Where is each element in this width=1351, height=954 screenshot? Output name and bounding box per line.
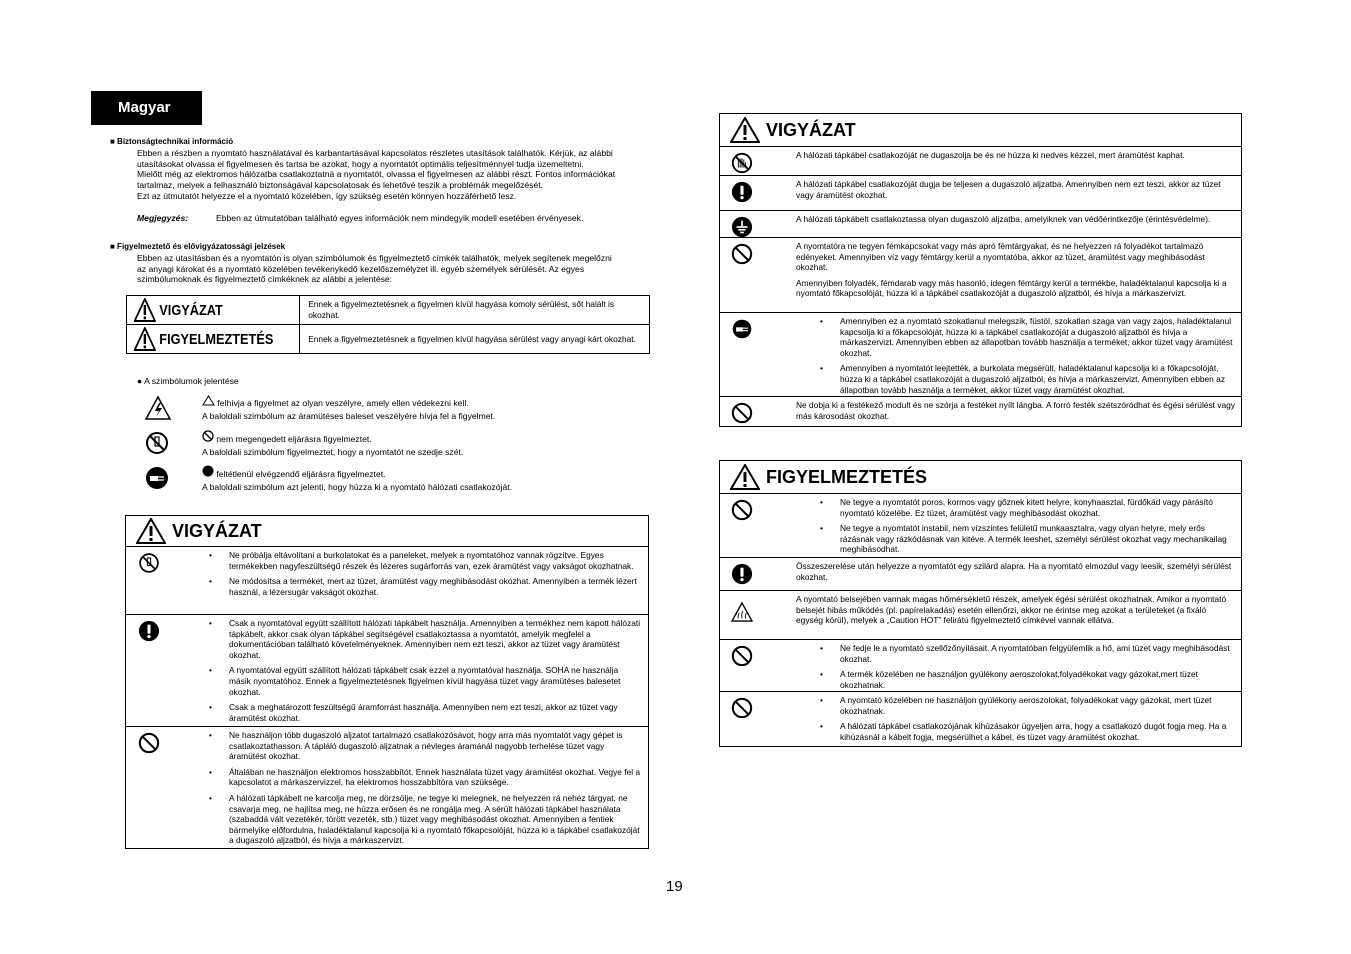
symbol-line: feltétlenül elvégzendő eljárásra figyelmeztet. <box>216 469 386 479</box>
symbol-row <box>144 430 463 461</box>
definitions-table <box>126 295 650 354</box>
symbol-row <box>144 465 512 496</box>
row-content <box>764 558 1241 590</box>
warning-triangle-icon <box>136 518 166 544</box>
row-content <box>764 238 1241 312</box>
caution-row <box>720 558 1241 591</box>
no-wet-hands-icon <box>720 147 764 175</box>
hot-surface-icon <box>720 591 764 639</box>
section-title: ■ Biztonságtechnikai információ <box>110 137 234 146</box>
text-line: Ezt az útmutatót helyezze el a nyomtató közelében, így szükség esetén könnyen hozzáférhető lesz. <box>137 190 517 201</box>
row-text: Összeszerelése után helyezze a nyomtatót egy szilárd alapra. Ha a nyomtató elmozdul vagy leesik, személyi sérülést okozhat. <box>796 561 1232 582</box>
prohibited-small-icon <box>202 430 214 442</box>
definition-text: Ennek a figyelmeztetésnek a figyelmen kívül hagyása komoly sérülést, sőt halált is okozhat. <box>300 296 650 325</box>
box-title: VIGYÁZAT <box>766 119 856 140</box>
bullet-item: • Általában ne használjon elektromos hosszabbítót. Ennek használata tüzet vagy áramütést okozhat. Vegye fel a kapcsolatot a márkaszervizzel, ha elektromos hosszabbítóra van szüksége. <box>229 767 642 788</box>
row-text: A hálózati tápkábel csatlakozóját dugja be teljesen a dugaszoló aljzatba. Amennyiben nem ezt teszi, akkor az tüzet vagy áramütést okozhat. <box>796 179 1221 200</box>
right-caution-box <box>719 460 1242 747</box>
prohibited-icon <box>720 640 764 691</box>
symbol-line: A baloldali szimbólum figyelmeztet, hogy a nyomtatót ne szedje szét. <box>202 446 464 457</box>
bullet-item: • Amennyiben a nyomtatót leejtették, a burkolata megsérült, haladéktalanul kapcsolja ki a főkapcsolóját, húzza ki a tápkábel csatlakozóját a dugaszoló aljzatból, és hívja a márkaszervizt. Amennyiben ebben az állapotban tovább használja a terméket, akkor tüzet vagy áramütést okozhat. <box>840 363 1235 395</box>
warning-row <box>720 238 1241 313</box>
warnings-info-body <box>137 253 680 285</box>
section-title: ■ Figyelmeztető és elővigyázatossági jelzések <box>110 242 286 251</box>
row-content <box>764 640 1241 691</box>
definition-label: VIGYÁZAT <box>159 301 223 319</box>
symbol-line: felhívja a figyelmet az olyan veszélyre, amely ellen védekezni kell. <box>217 398 469 408</box>
bullet-item: • Ne használjon több dugaszoló aljzatot tartalmazó csatlakozósávot, hogy arra más nyomtatót vagy gépet is csatlakoztathasson. A tápláló dugaszoló aljzatnak a névleges áramánál nagyobb terhelése tüzet vagy áramütést okozhat. <box>229 730 642 762</box>
box-header <box>720 461 1241 494</box>
row-text: A nyomtatóra ne tegyen fémkapcsokat vagy más apró fémtárgyakat, és ne helyezzen rá folyadékot tartalmazó edényeket. Amennyiben víz vagy fémtárgy kerül a nyomtatóba, akkor az tüzet, áramütést vagy meghibásodást okozhat. <box>796 241 1205 273</box>
note-text: Ebben az útmutatóban található egyes információk nem mindegyik modell esetében érvényesek. <box>216 212 584 223</box>
warning-triangle-icon <box>730 464 760 490</box>
caution-row <box>720 692 1241 745</box>
row-content <box>171 615 648 726</box>
warning-triangle-icon <box>134 327 156 351</box>
bullet-item: • Ne próbálja eltávolítani a burkolatokat és a paneleket, melyek a nyomtatóhoz vannak rögzítve. Egyes termékekben nagyfeszültségű részek és lézeres sugárforrás van, ezek áramütést vagy vakságot okozhatnak. <box>229 550 642 571</box>
row-content <box>764 176 1241 210</box>
row-content <box>764 494 1241 557</box>
text-line: az anyagi károkat és a nyomtató közelében tevékenykedő kezelőszemélyzet ill. egyéb személyek sérülését. Az egyes <box>137 263 585 274</box>
box-title: FIGYELMEZTETÉS <box>766 466 928 487</box>
prohibited-icon <box>720 494 764 557</box>
warning-row <box>720 147 1241 176</box>
note-label: Megjegyzés: <box>137 212 189 223</box>
bullet-item: • A hálózati tápkábel csatlakozójának kihúzásakor ügyeljen arra, hogy a csatlakozó dugót fogja meg. Ha a kihúzásnál a kábelt fogja, megsérülhet a kábel, és tüzet vagy áramütést okozhat. <box>840 721 1235 742</box>
electric-shock-icon <box>144 395 174 426</box>
prohibited-icon <box>126 727 171 849</box>
caution-row <box>720 494 1241 558</box>
definition-label: FIGYELMEZTETÉS <box>159 330 274 348</box>
bullet-item: • A hálózati tápkábelt ne karcolja meg, ne dörzsölje, ne tegye ki melegnek, ne helyezzen rá nehéz tárgyat, ne csavarja meg, ne hajlítsa meg, ne húzza erősen és ne rongálja meg. A sérült hálózati tápkábel használata (szabaddá vált vezetékér, törött vezeték, stb.) tüzet vagy meghibásodást okozhat. Amennyiben a fentiek bármelyike előfordulna, haladéktalanul kapcsolja ki a nyomtató főkapcsolóját, húzza ki a tápkábel csatlakozóját a dugaszoló aljzatból, és hívja a márkaszervizt. <box>229 793 642 846</box>
bullet-item: • Ne fedje le a nyomtató szellőzőnyílásait. A nyomtatóban felgyülemlik a hő, ami tüzet vagy meghibásodást okozhat. <box>840 643 1235 664</box>
bullet-item: • Csak a nyomtatóval együtt szállított hálózati tápkábelt használja. Amennyiben a termékhez nem kapott hálózati tápkábelt, akkor csak olyan tápkábel segítségével csatlakoztassa a nyomtatót, amelyik megfelel a dokumentációban található követelményeknek. Amennyiben nem ezt teszi, akkor az tüzet vagy áramütést okozhat. <box>229 618 642 660</box>
symbol-line: A baloldali szimbólum az áramütéses baleset veszélyére hívja fel a figyelmet. <box>202 410 496 421</box>
warning-row <box>720 176 1241 211</box>
row-text: Amennyiben folyadék, fémdarab vagy más hasonló, idegen fémtárgy kerül a termékbe, haladéktalanul kapcsolja ki a nyomtató főkapcsolóját, húzza ki a tápkábel csatlakozóját a dugaszoló aljzatból, és hívja a márkaszervizt. <box>796 277 1227 299</box>
mandatory-icon <box>126 615 171 726</box>
box-title: VIGYÁZAT <box>172 520 262 541</box>
no-disassemble-icon <box>144 430 174 461</box>
language-tab: Magyar <box>91 91 202 125</box>
bullet-item: • Ne módosítsa a terméket, mert az tüzet, áramütést vagy meghibásodást okozhat. Amennyiben a termék lézert használ, a lézersugár vakságot okozhat. <box>229 576 642 597</box>
text-line: tartalmaz, melyek a felhasználó biztonságával kapcsolatosak és lehetővé teszik a problémák megelőzését. <box>137 180 544 191</box>
text-line: utasításokat olvassa el figyelmesen és tartsa be azokat, hogy a nyomtatót optimális teljesítménnyel tudja üzemeltetni. <box>137 158 584 169</box>
symbols-title: ● A szimbólumok jelentése <box>137 376 239 386</box>
bullet-item: • A termék közelében ne használjon gyúlékony aeroszolokat,folyadékokat vagy gázokat,mert tüzet okozhatnak. <box>840 669 1235 690</box>
note <box>137 213 680 224</box>
row-content <box>171 547 648 614</box>
prohibited-icon <box>720 692 764 745</box>
definition-text: Ennek a figyelmeztetésnek a figyelmen kívül hagyása sérülést vagy anyagi kárt okozhat. <box>300 325 650 354</box>
row-content <box>171 727 648 849</box>
row-text: A hálózati tápkábel csatlakozóját ne dugaszolja be és ne húzza ki nedves kézzel, mert áramütést kaphat. <box>796 150 1185 160</box>
definition-label-cell <box>127 296 300 325</box>
ground-icon <box>720 211 764 237</box>
bullet-item: • Csak a meghatározott feszültségű áramforrást használja. Amennyiben nem ezt teszi, akkor az tüzet vagy áramütést okozhat. <box>229 702 642 723</box>
caution-row <box>720 591 1241 640</box>
caution-row <box>720 640 1241 692</box>
right-warning-box <box>719 113 1242 427</box>
definition-row <box>127 296 650 325</box>
symbol-row <box>144 395 495 426</box>
text-line: Ebben az utasításban és a nyomtatón is olyan szimbólumok és figyelmeztető címkék találhatók, melyek segítenek megelőzni <box>137 252 612 263</box>
warnings-info-section <box>110 242 680 285</box>
unplug-icon <box>720 313 764 396</box>
definition-row <box>127 325 650 354</box>
left-warning-box <box>125 515 649 849</box>
definition-label-cell <box>127 325 300 354</box>
warning-row <box>126 547 648 615</box>
mandatory-small-icon <box>202 465 214 477</box>
triangle-icon <box>202 395 215 406</box>
box-header <box>720 114 1241 147</box>
prohibited-icon <box>720 238 764 312</box>
warning-row <box>126 727 648 849</box>
box-header <box>126 516 648 547</box>
warning-row <box>720 211 1241 238</box>
text-line: szimbólumoknak és figyelmeztető címkéknek az alábbi a jelentése: <box>137 274 393 285</box>
unplug-icon <box>144 465 174 496</box>
bullet-item: • A nyomtatóval együtt szállított hálózati tápkábelt csak ezzel a nyomtatóval használja. SOHA ne használja másik nyomtatóhoz. Ennek a figyelmeztetésnek figyelmen kívül hagyása tüzet vagy áramütéses balesetet okozhat. <box>229 665 642 697</box>
prohibited-icon <box>720 397 764 424</box>
mandatory-icon <box>720 176 764 210</box>
mandatory-icon <box>720 558 764 590</box>
row-content <box>764 397 1241 424</box>
bullet-item: • A nyomtató közelében ne használjon gyúlékony aeroszolokat, folyadékokat vagy gázokat, mert tüzet okozhatnak. <box>840 695 1235 716</box>
warning-row <box>720 313 1241 397</box>
row-content <box>764 147 1241 175</box>
row-content <box>764 591 1241 639</box>
no-disassemble-icon <box>126 547 171 614</box>
row-text: Ne dobja ki a festékező modult és ne szórja a festéket nyílt lángba. A forró festék szétszóródhat és égési sérülést vagy más károsodást okozhat. <box>796 400 1235 421</box>
row-content <box>764 211 1241 237</box>
safety-info-section <box>110 137 680 224</box>
row-content <box>764 692 1241 745</box>
symbol-line: A baloldali szimbólum azt jelenti, hogy húzza ki a nyomtató hálózati csatlakozóját. <box>202 481 513 492</box>
warning-row <box>126 615 648 727</box>
warning-triangle-icon <box>134 298 156 322</box>
bullet-item: • Ne tegye a nyomtatót poros, kormos vagy gőznek kitett helyre, konyhaasztal, fürdőkád vagy párásító nyomtató közelébe. Ez tüzet, áramütést vagy meghibásodást okozhat. <box>840 497 1235 518</box>
row-text: A nyomtató belsejében vannak magas hőmérsékletű részek, amelyek égési sérülést okozhatnak. Amikor a nyomtató belsejét hibás működés (pl. papírelakadás) esetén ellenőrzi, akkor ne érintse meg azokat a területeket (a fixáló egység körül), melyek a „Caution HOT” felirátú figyelmeztető címkével vannak ellátva. <box>796 594 1227 626</box>
warning-row <box>720 397 1241 424</box>
safety-info-body <box>137 148 680 202</box>
text-line: Ebben a részben a nyomtató használatával és karbantartásával kapcsolatos részletes utasítások találhatók. Kérjük, az alábbi <box>137 147 613 158</box>
bullet-item: • Ne tegye a nyomtatót instabil, nem vízszintes felületű munkaasztalra, vagy olyan helyre, mely erős rázásnak vagy rázkódásnak van kitéve. A termék leeshet, személyi sérülést okozhat vagy mechanikailag meghibásodhat. <box>840 523 1235 555</box>
symbol-line: nem megengedett eljárásra figyelmeztet. <box>216 434 372 444</box>
row-text: A hálózati tápkábelt csatlakoztassa olyan dugaszoló aljzatba, amelyiknek van védőérintkezője (érintésvédelme). <box>796 214 1211 224</box>
text-line: Mielőtt még az elektromos hálózatba csatlakoztatná a nyomtatót, olvassa el figyelmesen az alábbi részt. Fontos információkat <box>137 169 616 180</box>
bullet-item: • Amennyiben ez a nyomtató szokatlanul melegszik, füstöl, szokatlan szaga van vagy zajos, haladéktalanul kapcsolja ki a főkapcsolóját, húzza ki a tápkábel csatlakozóját a dugaszoló aljzatból és hívja a márkaszervizt. Amennyiben ebben az állapotban tovább használja a terméket, akkor tüzet vagy áramütést okozhat. <box>840 316 1235 358</box>
row-content <box>764 313 1241 396</box>
page-number: 19 <box>666 878 683 895</box>
warning-triangle-icon <box>730 117 760 143</box>
